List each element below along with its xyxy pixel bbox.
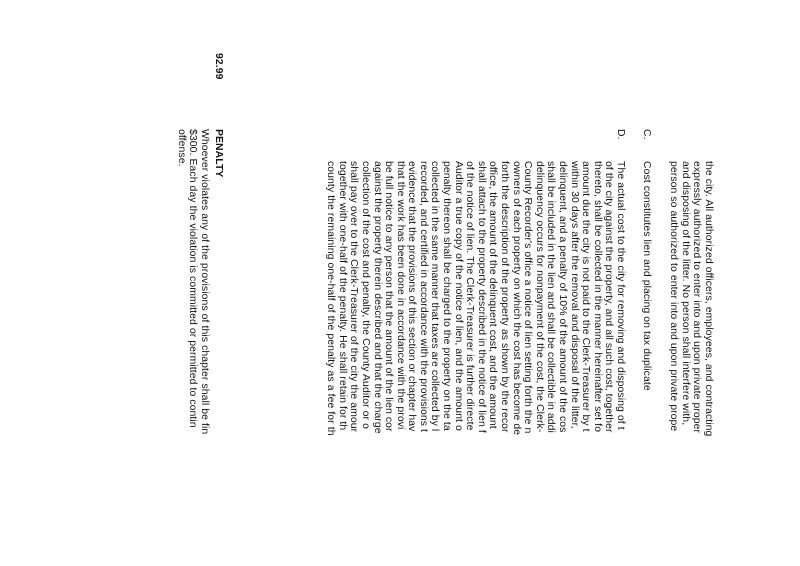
text-line: offense.	[175, 129, 187, 167]
rotated-document-page	[50, 53, 750, 513]
text-line: be full notice to any person that the amount of the lien cor	[383, 161, 395, 432]
subsection-letter: D.	[615, 129, 626, 140]
text-line: expressly authorized to enter into and upon private proper	[691, 161, 703, 434]
text-line: $300. Each day the violation is committed or permitted to contin	[187, 129, 199, 428]
text-line: recorded, and certified in accordance with the provisions t	[417, 161, 429, 433]
text-line: collected in the same manner that taxes are collected by l	[429, 161, 441, 432]
text-line: owners of each property on which the cost has become de	[510, 161, 522, 436]
text-line: and disposing of the litter. No person shall interfere with,	[679, 161, 691, 426]
text-line: Auditor a true copy of the notice of lien, and the amount o	[452, 161, 464, 431]
text-line: Whoever violates any of the provisions of this chapter shall be fin	[199, 129, 210, 435]
section-number: 92.99	[213, 53, 224, 80]
text-line: thereto, shall be collected in the manner hereinafter set fo	[591, 161, 603, 433]
text-line: forth the description of the property as shown by the recor	[499, 161, 511, 433]
text-line: that the work has been done in accordance with the provi	[394, 161, 406, 430]
text-line: shall be included in the lien and shall be collectible in addi	[545, 161, 557, 433]
text-line: the city. All authorized officers, employees, and contracting	[703, 161, 714, 437]
text-line: delinquent, and a penalty of 10% of the amount of the cos	[557, 161, 569, 433]
text-line: of the notice of lien. The Clerk-Treasurer is further directe	[464, 161, 476, 431]
intro-paragraph	[668, 161, 714, 513]
subsection-heading: Cost constitutes lien and placing on tax duplicate	[641, 161, 652, 391]
text-line: penalty thereon shall be charged to the property on the ta	[441, 161, 453, 431]
section-title: PENALTY	[213, 129, 224, 178]
text-line: The actual cost to the city for removing and disposing of t	[615, 161, 626, 430]
text-line: together with one-half of the penalty. He shall retain for th	[336, 161, 348, 431]
text-line: amount due the city is not paid to the Clerk-Treasurer by t	[580, 161, 592, 432]
text-line: shall pay over to the Clerk-Treasurer of the city the amour	[348, 161, 360, 433]
text-line: county the remaining one-half of the penalty as a fee for th	[325, 161, 337, 436]
subsection-letter: C.	[641, 129, 652, 140]
text-line: shall attach to the property described in the notice of lien f	[475, 161, 487, 433]
text-line: against the property therein described and that the charge	[371, 161, 383, 434]
text-line: office, the amount of the delinquent cost, and the amount	[487, 161, 499, 429]
subsection-body	[325, 161, 626, 436]
text-line: within 30 days after the removal and disposal of the litter,	[568, 161, 580, 429]
text-line: collection of the cost and penalty, the County Auditor or o	[359, 161, 371, 429]
penalty-paragraph	[175, 129, 210, 513]
text-line: of the city against the property, and all such cost, together	[603, 161, 615, 433]
text-line: County Recorder's office a notice of lien setting forth the n	[522, 161, 534, 434]
text-line: delinquency occurs for nonpayment of the cost, the Clerk-	[533, 161, 545, 433]
text-line: person so authorized to enter into and upon private prope	[668, 161, 680, 432]
text-line: evidence that the provisions of this section or chapter hav	[406, 161, 418, 432]
